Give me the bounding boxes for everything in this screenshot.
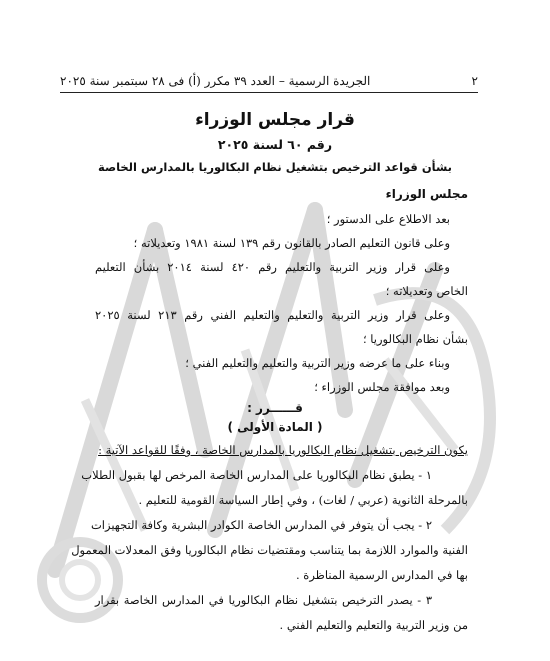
decree-subject: بشأن قواعد الترخيص بتشغيل نظام البكالوريا بالمدارس الخاصة [97,160,452,174]
article-1-line: ١ - يطبق نظام البكالوريا على المدارس الخاصة المرخص لها بقبول الطلاب [81,468,432,482]
preamble-line: وبناء على ما عرضه وزير التربية والتعليم والتعليم الفني ؛ [185,356,450,370]
preamble-line: وعلى قانون التعليم الصادر بالقانون رقم ١٣٩ لسنة ١٩٨١ وتعديلاته ؛ [133,236,450,250]
header-divider [60,92,478,93]
running-header [60,72,478,90]
article-1-line: من وزير التربية والتعليم والتعليم الفني . [279,618,468,632]
article-1-line: الفنية والموارد اللازمة بما يتناسب ومقتضيات نظام البكالوريا وفق المعدلات المعمول [71,543,468,557]
decided-heading: قــــــرر : [247,401,303,415]
preamble-line: بعد الاطلاع على الدستور ؛ [326,212,450,226]
preamble-line: وعلى قرار وزير التربية والتعليم والتعليم الفني رقم ٢١٣ لسنة ٢٠٢٥ [95,308,450,322]
decree-title: قرار مجلس الوزراء [195,110,355,130]
page-number: ٢ [471,74,478,88]
article-1-line: ٢ - يجب أن يتوفر في المدارس الخاصة الكوادر البشرية وكافة التجهيزات [90,518,432,532]
preamble-line: بشأن نظام البكالوريا ؛ [362,332,468,346]
article-1-line: بها في المدارس الرسمية المناظرة . [295,568,468,582]
article-1-line: بالمرحلة الثانوية (عربي / لغات) ، وفي إطار السياسة القومية للتعليم . [138,493,468,507]
decree-number: رقم ٦٠ لسنة ٢٠٢٥ [217,137,333,152]
article-1-heading: ( المادة الأولى ) [227,420,323,434]
article-1-intro: يكون الترخيص بتشغيل نظام البكالوريا بالمدارس الخاصة ، وفقًا للقواعد الآتية : [98,443,468,457]
preamble-line: وبعد موافقة مجلس الوزراء ؛ [314,380,450,394]
article-1-line: ٣ - يصدر الترخيص بتشغيل نظام البكالوريا في المدارس الخاصة بقرار [95,593,432,607]
running-title: الجريدة الرسمية – العدد ٣٩ مكرر (أ) فى ٢٨ سبتمبر سنة ٢٠٢٥ [60,74,371,88]
preamble-line: وعلى قرار وزير التربية والتعليم رقم ٤٢٠ لسنة ٢٠١٤ بشأن التعليم [95,260,450,274]
issuer-heading: مجلس الوزراء [385,187,468,201]
preamble-line: الخاص وتعديلاته ؛ [385,284,468,298]
